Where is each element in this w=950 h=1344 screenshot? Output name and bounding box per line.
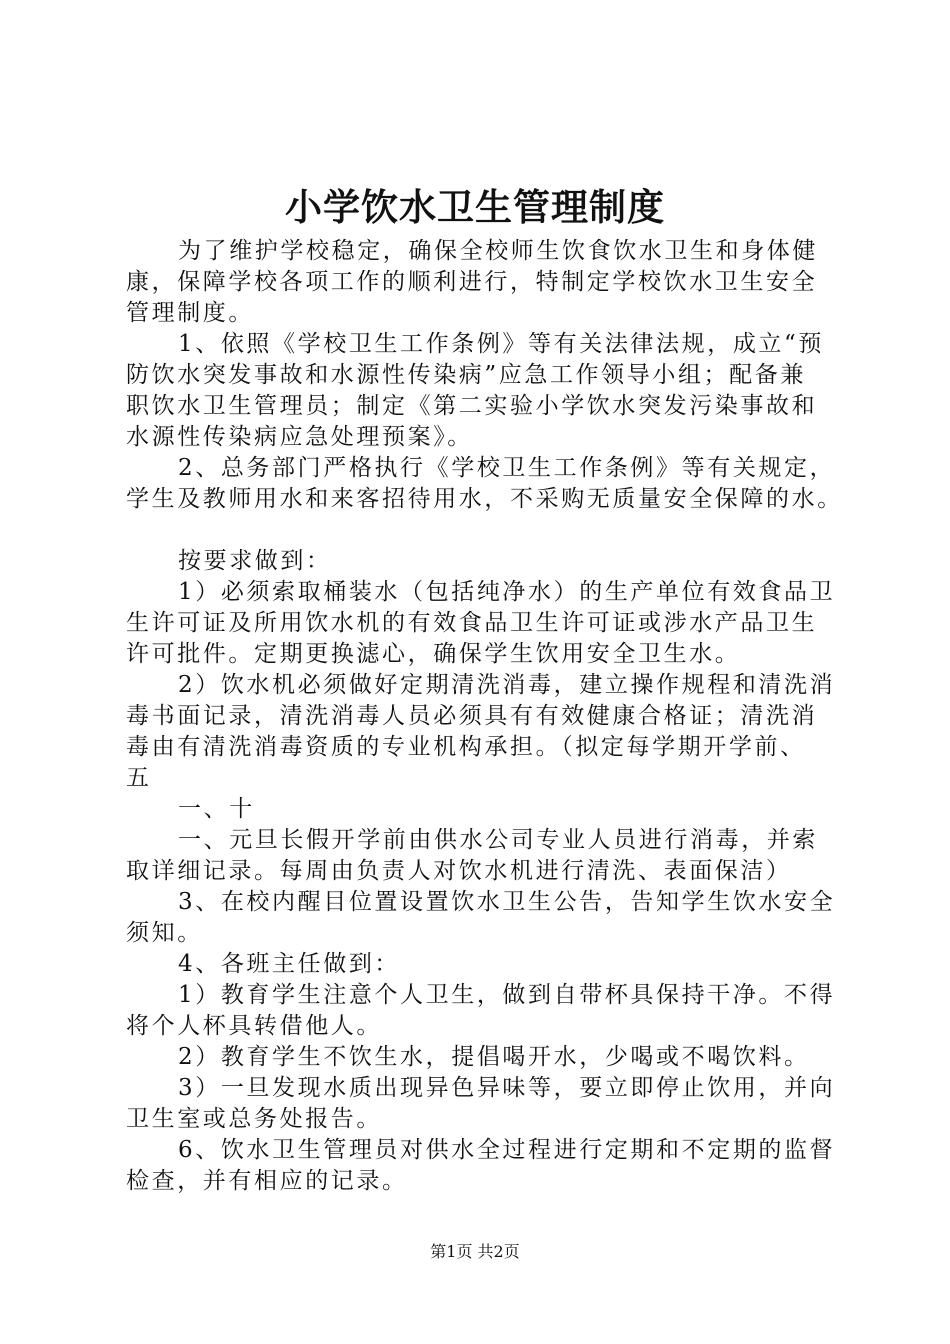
paragraph-line: 管理制度。 (126, 300, 254, 326)
paragraph-line: 为了维护学校稳定，确保全校师生饮食饮水卫生和身体健 (178, 238, 818, 264)
paragraph-line: 2）教育学生不饮生水，提倡喝开水，少喝或不喝饮料。 (178, 1044, 810, 1070)
paragraph-line: 职饮水卫生管理员；制定《第二实验小学饮水突发污染事故和 (126, 393, 818, 419)
paragraph-line: 一、元旦长假开学前由供水公司专业人员进行消毒，并索 (178, 827, 818, 853)
paragraph-line: 康，保障学校各项工作的顺利进行，特制定学校饮水卫生安全 (126, 269, 818, 295)
paragraph-line: 将个人杯具转借他人。 (126, 1013, 382, 1039)
paragraph-line: 3、在校内醒目位置设置饮水卫生公告，告知学生饮水安全 (178, 889, 836, 915)
paragraph-line: 学生及教师用水和来客招待用水，不采购无质量安全保障的水。 (126, 486, 843, 512)
paragraph-line: 1、依照《学校卫生工作条例》等有关法律法规，成立“预 (178, 331, 824, 357)
paragraph-line: 检查，并有相应的记录。 (126, 1168, 408, 1194)
document-body (126, 236, 843, 1197)
paragraph-line: 2、总务部门严格执行《学校卫生工作条例》等有关规定， (178, 455, 836, 481)
paragraph-line: 毒由有清洗消毒资质的专业机构承担。（拟定每学期开学前、 (126, 734, 806, 760)
paragraph-line: 五 (126, 765, 152, 791)
paragraph-line: 卫生室或总务处报告。 (126, 1106, 382, 1132)
paragraph-line: 防饮水突发事故和水源性传染病”应急工作领导小组；配备兼 (126, 362, 806, 388)
paragraph-line: 许可批件。定期更换滤心，确保学生饮用安全卫生水。 (126, 641, 741, 667)
paragraph-line: 4、各班主任做到： (178, 951, 401, 977)
paragraph-line: 须知。 (126, 920, 203, 946)
paragraph-line: 2）饮水机必须做好定期清洗消毒，建立操作规程和清洗消 (178, 672, 836, 698)
paragraph-line: 3）一旦发现水质出现异色异味等，要立即停止饮用，并向 (178, 1075, 836, 1101)
paragraph-line: 1）教育学生注意个人卫生，做到自带杯具保持干净。不得 (178, 982, 836, 1008)
document-title: 小学饮水卫生管理制度 (285, 185, 665, 229)
paragraph-line: 水源性传染病应急处理预案》。 (126, 424, 473, 450)
paragraph-line: 生许可证及所用饮水机的有效食品卫生许可证或涉水产品卫生 (126, 610, 818, 636)
page-number: 第1页 共2页 (430, 1242, 520, 1261)
paragraph-line: 按要求做到： (178, 548, 332, 574)
paragraph-line: 取详细记录。每周由负责人对饮水机进行清洗、表面保洁） (126, 858, 792, 884)
blank-line (126, 515, 836, 546)
paragraph-line: 6、饮水卫生管理员对供水全过程进行定期和不定期的监督 (178, 1137, 836, 1163)
paragraph-line: 1）必须索取桶装水（包括纯净水）的生产单位有效食品卫 (178, 579, 836, 605)
paragraph-line: 一、十 (178, 796, 255, 822)
paragraph-line: 毒书面记录，清洗消毒人员必须具有有效健康合格证；清洗消 (126, 703, 818, 729)
